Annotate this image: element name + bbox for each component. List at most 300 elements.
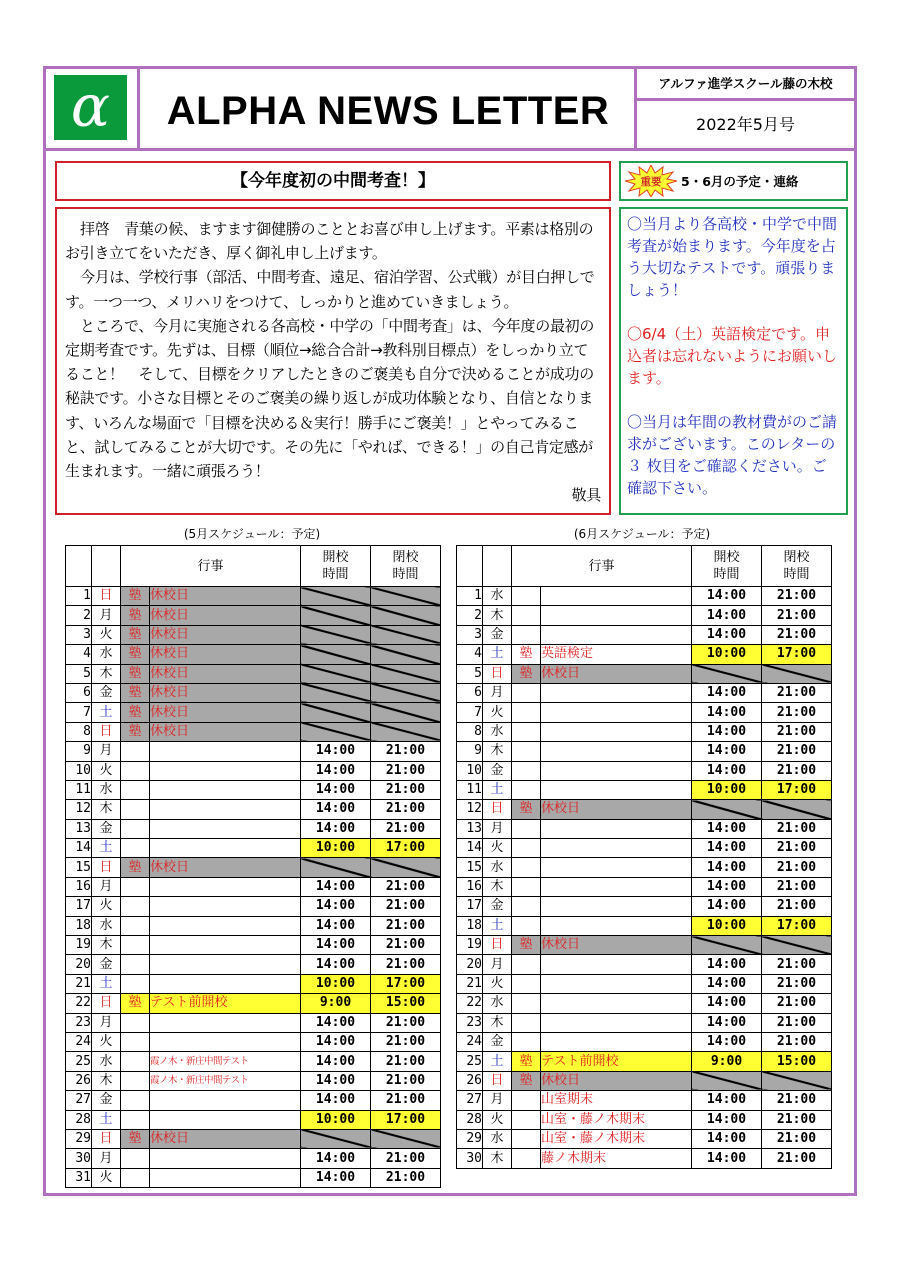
juku-cell: 塾: [121, 858, 150, 877]
juku-cell: 塾: [512, 800, 541, 819]
table-row: [66, 1052, 441, 1071]
juku-cell: [512, 839, 541, 858]
weekday-cell: 金: [92, 955, 121, 974]
table-row: [66, 645, 441, 664]
close-time-cell: [371, 606, 441, 625]
juku-cell: [512, 587, 541, 606]
close-time-cell: 21:00: [762, 994, 832, 1013]
open-time-cell: 14:00: [692, 683, 762, 702]
may-caption: (5月スケジュール：予定): [183, 527, 321, 541]
table-row: [66, 974, 441, 993]
weekday-cell: 金: [483, 897, 512, 916]
weekday-cell: 土: [92, 974, 121, 993]
weekday-cell: 月: [92, 1149, 121, 1168]
table-row: [66, 994, 441, 1013]
open-time-cell: [301, 683, 371, 702]
event-cell: [541, 780, 692, 799]
weekday-cell: 火: [92, 1032, 121, 1051]
open-time-cell: 14:00: [692, 1129, 762, 1148]
event-cell: 休校日: [150, 645, 301, 664]
close-time-cell: 21:00: [371, 761, 441, 780]
juku-cell: [512, 703, 541, 722]
event-cell: テスト前開校: [541, 1052, 692, 1071]
juku-cell: 塾: [121, 625, 150, 644]
weekday-cell: 火: [92, 761, 121, 780]
juku-cell: [512, 742, 541, 761]
open-time-cell: 14:00: [301, 877, 371, 896]
table-row: [457, 1052, 832, 1071]
event-header: 行事: [121, 546, 301, 587]
event-cell: 休校日: [150, 683, 301, 702]
day-cell: 11: [457, 780, 483, 799]
day-cell: 21: [457, 974, 483, 993]
juku-cell: [121, 742, 150, 761]
weekday-header: [92, 546, 121, 587]
open-time-cell: 14:00: [692, 1013, 762, 1032]
open-time-cell: [301, 625, 371, 644]
table-row: [66, 839, 441, 858]
open-time-cell: 14:00: [692, 625, 762, 644]
close-time-cell: 21:00: [762, 761, 832, 780]
table-row: [457, 1013, 832, 1032]
table-row: [457, 761, 832, 780]
juku-cell: [512, 819, 541, 838]
event-cell: [541, 722, 692, 741]
juku-cell: 塾: [121, 683, 150, 702]
table-row: [457, 606, 832, 625]
close-time-cell: 17:00: [371, 839, 441, 858]
weekday-cell: 月: [92, 1013, 121, 1032]
day-cell: 9: [457, 742, 483, 761]
event-cell: [150, 1168, 301, 1187]
day-cell: 20: [457, 955, 483, 974]
open-time-cell: 14:00: [692, 994, 762, 1013]
juku-cell: [121, 761, 150, 780]
weekday-cell: 土: [92, 1110, 121, 1129]
open-time-cell: 10:00: [692, 645, 762, 664]
weekday-cell: 金: [92, 819, 121, 838]
day-cell: 9: [66, 742, 92, 761]
weekday-cell: 月: [92, 606, 121, 625]
close-time-cell: 15:00: [762, 1052, 832, 1071]
weekday-cell: 月: [483, 819, 512, 838]
juku-cell: [121, 1168, 150, 1187]
table-row: [457, 703, 832, 722]
event-cell: [150, 1091, 301, 1110]
day-cell: 14: [66, 839, 92, 858]
juku-cell: [512, 1091, 541, 1110]
weekday-cell: 水: [92, 645, 121, 664]
weekday-cell: 土: [92, 703, 121, 722]
open-time-cell: [301, 645, 371, 664]
weekday-cell: 水: [483, 994, 512, 1013]
notice-body: [619, 207, 848, 515]
table-row: [66, 587, 441, 606]
juku-cell: 塾: [512, 645, 541, 664]
event-cell: [541, 955, 692, 974]
juku-cell: [512, 683, 541, 702]
close-time-cell: 15:00: [371, 994, 441, 1013]
day-cell: 19: [457, 936, 483, 955]
event-cell: [150, 916, 301, 935]
open-time-cell: 14:00: [301, 780, 371, 799]
day-cell: 27: [66, 1091, 92, 1110]
weekday-cell: 土: [483, 645, 512, 664]
close-time-cell: [371, 683, 441, 702]
event-cell: [541, 994, 692, 1013]
weekday-cell: 金: [483, 625, 512, 644]
weekday-cell: 水: [483, 1129, 512, 1148]
weekday-cell: 水: [92, 780, 121, 799]
juku-cell: 塾: [121, 703, 150, 722]
weekday-header: [483, 546, 512, 587]
open-time-cell: [692, 936, 762, 955]
open-time-cell: 10:00: [692, 916, 762, 935]
juku-cell: 塾: [512, 1071, 541, 1090]
table-row: [66, 664, 441, 683]
weekday-cell: 日: [483, 1071, 512, 1090]
event-cell: [541, 606, 692, 625]
close-time-cell: 21:00: [762, 839, 832, 858]
june-caption: (6月スケジュール：予定): [573, 527, 711, 541]
article-paragraph: ところで、今月に実施される各高校・中学の「中間考査」は、今年度の最初の定期考査です。先ずは、目標（順位→総合合計→教科別目標点）をしっかり立てること！ そして、目標をクリアしたときのご褒美も自分で決めることが成功の秘訣です。小さな目標とそのご褒美の繰り返しが成功体験となり、自信となります、いろんな場面で「目標を決める＆実行！勝手にご褒美！」とやってみること、試してみることが大切です。その先に「やれば、できる！」の自己肯定感が生まれます。一緒に頑張ろう！: [65, 316, 595, 481]
day-cell: 23: [66, 1013, 92, 1032]
open-time-cell: 14:00: [301, 800, 371, 819]
table-row: [457, 974, 832, 993]
juku-cell: [512, 955, 541, 974]
day-cell: 26: [66, 1071, 92, 1090]
weekday-cell: 金: [483, 761, 512, 780]
table-header-row: [457, 546, 832, 587]
table-row: [457, 1110, 832, 1129]
table-row: [457, 936, 832, 955]
close-time-cell: [762, 936, 832, 955]
table-row: [457, 587, 832, 606]
weekday-cell: 土: [483, 780, 512, 799]
event-cell: [150, 897, 301, 916]
weekday-cell: 火: [92, 625, 121, 644]
juku-cell: [512, 974, 541, 993]
weekday-cell: 木: [92, 800, 121, 819]
juku-cell: 塾: [512, 664, 541, 683]
event-cell: [541, 742, 692, 761]
table-row: [457, 1032, 832, 1051]
open-time-cell: 10:00: [301, 1110, 371, 1129]
day-cell: 6: [457, 683, 483, 702]
table-row: [66, 742, 441, 761]
juku-cell: 塾: [121, 664, 150, 683]
event-cell: [150, 1032, 301, 1051]
open-time-cell: 10:00: [301, 974, 371, 993]
day-cell: 18: [457, 916, 483, 935]
close-time-cell: 17:00: [371, 1110, 441, 1129]
school-name: アルファ進学スクール藤の木校: [634, 68, 854, 101]
day-cell: 25: [66, 1052, 92, 1071]
weekday-cell: 土: [92, 839, 121, 858]
open-time-cell: 14:00: [301, 916, 371, 935]
weekday-cell: 木: [92, 1071, 121, 1090]
day-header: [66, 546, 92, 587]
event-cell: 休校日: [541, 664, 692, 683]
weekday-cell: 日: [92, 858, 121, 877]
weekday-cell: 火: [483, 839, 512, 858]
table-row: [66, 1129, 441, 1148]
event-cell: 休校日: [150, 625, 301, 644]
open-time-cell: 14:00: [301, 819, 371, 838]
close-time-cell: 21:00: [371, 1149, 441, 1168]
table-row: [66, 761, 441, 780]
open-time-cell: 14:00: [692, 703, 762, 722]
event-cell: 藤ノ木期末: [541, 1149, 692, 1168]
close-time-cell: 21:00: [371, 819, 441, 838]
close-time-cell: 21:00: [371, 1091, 441, 1110]
june-schedule-table: [456, 545, 832, 1169]
day-cell: 16: [457, 877, 483, 896]
close-time-cell: 21:00: [762, 974, 832, 993]
notice-title: 5・6月の予定・連絡: [681, 174, 799, 189]
may-schedule-table: [65, 545, 441, 1188]
weekday-cell: 月: [483, 1091, 512, 1110]
header-divider: [45, 148, 855, 151]
event-cell: テスト前開校: [150, 994, 301, 1013]
day-cell: 28: [457, 1110, 483, 1129]
day-cell: 22: [66, 994, 92, 1013]
juku-cell: [512, 606, 541, 625]
day-cell: 7: [66, 703, 92, 722]
weekday-cell: 日: [483, 664, 512, 683]
open-time-cell: [301, 1129, 371, 1148]
day-cell: 11: [66, 780, 92, 799]
table-row: [66, 916, 441, 935]
weekday-cell: 水: [92, 1052, 121, 1071]
notice-header: [619, 161, 848, 201]
close-time-cell: [371, 645, 441, 664]
day-cell: 30: [66, 1149, 92, 1168]
close-time-cell: 21:00: [762, 722, 832, 741]
close-time-cell: 21:00: [762, 877, 832, 896]
close-time-cell: 21:00: [371, 780, 441, 799]
close-time-cell: 21:00: [762, 683, 832, 702]
day-cell: 31: [66, 1168, 92, 1187]
close-time-cell: 21:00: [762, 819, 832, 838]
close-time-cell: 21:00: [371, 1071, 441, 1090]
open-time-cell: 14:00: [301, 1032, 371, 1051]
event-cell: [150, 780, 301, 799]
open-time-cell: 14:00: [692, 606, 762, 625]
alpha-logo-icon: α: [54, 75, 127, 140]
day-cell: 20: [66, 955, 92, 974]
article-closing: 敬具: [571, 486, 601, 505]
table-row: [457, 819, 832, 838]
open-time-cell: 14:00: [692, 1149, 762, 1168]
table-row: [66, 936, 441, 955]
juku-cell: [121, 1052, 150, 1071]
event-cell: [150, 974, 301, 993]
juku-cell: 塾: [121, 722, 150, 741]
juku-cell: [512, 761, 541, 780]
event-cell: 英語検定: [541, 645, 692, 664]
table-row: [457, 897, 832, 916]
event-cell: 休校日: [150, 722, 301, 741]
weekday-cell: 月: [483, 955, 512, 974]
close-time-cell: 21:00: [762, 606, 832, 625]
table-row: [66, 1149, 441, 1168]
weekday-cell: 日: [92, 587, 121, 606]
juku-cell: [121, 955, 150, 974]
juku-cell: [121, 780, 150, 799]
open-time-cell: 14:00: [301, 936, 371, 955]
close-time-cell: 17:00: [762, 916, 832, 935]
juku-cell: [512, 1032, 541, 1051]
event-cell: [541, 1013, 692, 1032]
event-cell: 山室・藤ノ木期末: [541, 1129, 692, 1148]
open-time-cell: 14:00: [692, 761, 762, 780]
open-time-cell: 14:00: [692, 819, 762, 838]
weekday-cell: 土: [483, 916, 512, 935]
weekday-cell: 火: [483, 1110, 512, 1129]
article-paragraph: 拝啓 青葉の候、ますます御健勝のこととお喜び申し上げます。平素は格別のお引き立てをいただき、厚く御礼申し上げます。: [65, 220, 594, 263]
open-time-cell: [692, 800, 762, 819]
juku-cell: [512, 1149, 541, 1168]
open-time-cell: 14:00: [301, 1091, 371, 1110]
day-cell: 16: [66, 877, 92, 896]
event-cell: [150, 761, 301, 780]
day-cell: 7: [457, 703, 483, 722]
notice-item: 〇6/4（土）英語検定です。申込者は忘れないようにお願いします。: [627, 325, 838, 387]
table-row: [66, 1013, 441, 1032]
open-time-cell: 14:00: [692, 897, 762, 916]
table-row: [457, 800, 832, 819]
table-row: [66, 780, 441, 799]
notice-item: 〇当月は年間の教材費がのご請求がございます。このレターの ３ 枚目をご確認ください。ご確認下さい。: [627, 413, 838, 497]
day-cell: 4: [66, 645, 92, 664]
table-row: [66, 722, 441, 741]
juku-cell: [121, 916, 150, 935]
close-time-cell: [762, 800, 832, 819]
day-cell: 2: [66, 606, 92, 625]
table-row: [66, 606, 441, 625]
open-time-cell: 14:00: [692, 1110, 762, 1129]
weekday-cell: 木: [483, 742, 512, 761]
table-row: [457, 1071, 832, 1090]
event-cell: [541, 897, 692, 916]
table-row: [457, 839, 832, 858]
close-time-cell: 21:00: [371, 1052, 441, 1071]
event-cell: 休校日: [541, 800, 692, 819]
close-time-cell: 21:00: [762, 1013, 832, 1032]
day-cell: 3: [66, 625, 92, 644]
open-time-cell: [301, 606, 371, 625]
juku-cell: [121, 1091, 150, 1110]
table-row: [457, 858, 832, 877]
weekday-cell: 水: [483, 858, 512, 877]
weekday-cell: 木: [92, 936, 121, 955]
close-time-cell: 17:00: [762, 645, 832, 664]
juku-cell: 塾: [512, 1052, 541, 1071]
table-row: [457, 780, 832, 799]
event-cell: [541, 761, 692, 780]
weekday-cell: 月: [92, 742, 121, 761]
event-cell: 山室期末: [541, 1091, 692, 1110]
event-cell: [150, 1149, 301, 1168]
day-cell: 18: [66, 916, 92, 935]
juku-cell: [121, 1149, 150, 1168]
juku-cell: [512, 994, 541, 1013]
weekday-cell: 金: [92, 1091, 121, 1110]
event-cell: [541, 625, 692, 644]
table-row: [457, 742, 832, 761]
weekday-cell: 火: [92, 1168, 121, 1187]
open-time-cell: 14:00: [301, 1149, 371, 1168]
event-cell: 休校日: [150, 664, 301, 683]
table-row: [66, 625, 441, 644]
close-time-cell: [371, 722, 441, 741]
close-time-cell: 21:00: [371, 936, 441, 955]
open-time-cell: 14:00: [301, 1071, 371, 1090]
table-row: [66, 1032, 441, 1051]
day-cell: 8: [66, 722, 92, 741]
close-time-cell: 21:00: [762, 1129, 832, 1148]
open-time-cell: 14:00: [692, 974, 762, 993]
day-cell: 6: [66, 683, 92, 702]
close-time-cell: [371, 587, 441, 606]
weekday-cell: 日: [92, 994, 121, 1013]
day-cell: 1: [66, 587, 92, 606]
table-row: [66, 897, 441, 916]
open-time-cell: 14:00: [692, 877, 762, 896]
juku-cell: [512, 897, 541, 916]
day-cell: 13: [66, 819, 92, 838]
weekday-cell: 水: [483, 587, 512, 606]
juku-cell: 塾: [512, 936, 541, 955]
day-cell: 15: [457, 858, 483, 877]
weekday-cell: 木: [483, 1149, 512, 1168]
open-time-cell: 14:00: [692, 1091, 762, 1110]
day-cell: 8: [457, 722, 483, 741]
table-row: [66, 819, 441, 838]
close-header: 閉校 時間: [762, 546, 832, 587]
event-cell: [150, 955, 301, 974]
table-row: [457, 916, 832, 935]
weekday-cell: 火: [92, 897, 121, 916]
close-time-cell: 21:00: [762, 897, 832, 916]
table-row: [66, 703, 441, 722]
day-cell: 19: [66, 936, 92, 955]
day-cell: 30: [457, 1149, 483, 1168]
weekday-cell: 日: [92, 722, 121, 741]
article-body: [55, 207, 611, 515]
juku-cell: [512, 1110, 541, 1129]
event-cell: 霞ノ木・新庄中間テスト: [150, 1052, 301, 1071]
open-time-cell: 14:00: [301, 742, 371, 761]
event-cell: [150, 936, 301, 955]
close-time-cell: 21:00: [371, 916, 441, 935]
juku-cell: [512, 916, 541, 935]
table-row: [66, 800, 441, 819]
table-row: [457, 955, 832, 974]
close-time-cell: 17:00: [762, 780, 832, 799]
close-time-cell: [371, 1129, 441, 1148]
close-time-cell: 21:00: [371, 1168, 441, 1187]
juku-cell: [121, 800, 150, 819]
logo: [45, 68, 140, 148]
open-time-cell: 9:00: [301, 994, 371, 1013]
issue-date: 2022年5月号: [634, 101, 854, 148]
day-cell: 25: [457, 1052, 483, 1071]
juku-cell: 塾: [121, 1129, 150, 1148]
close-time-cell: 21:00: [371, 897, 441, 916]
day-cell: 3: [457, 625, 483, 644]
